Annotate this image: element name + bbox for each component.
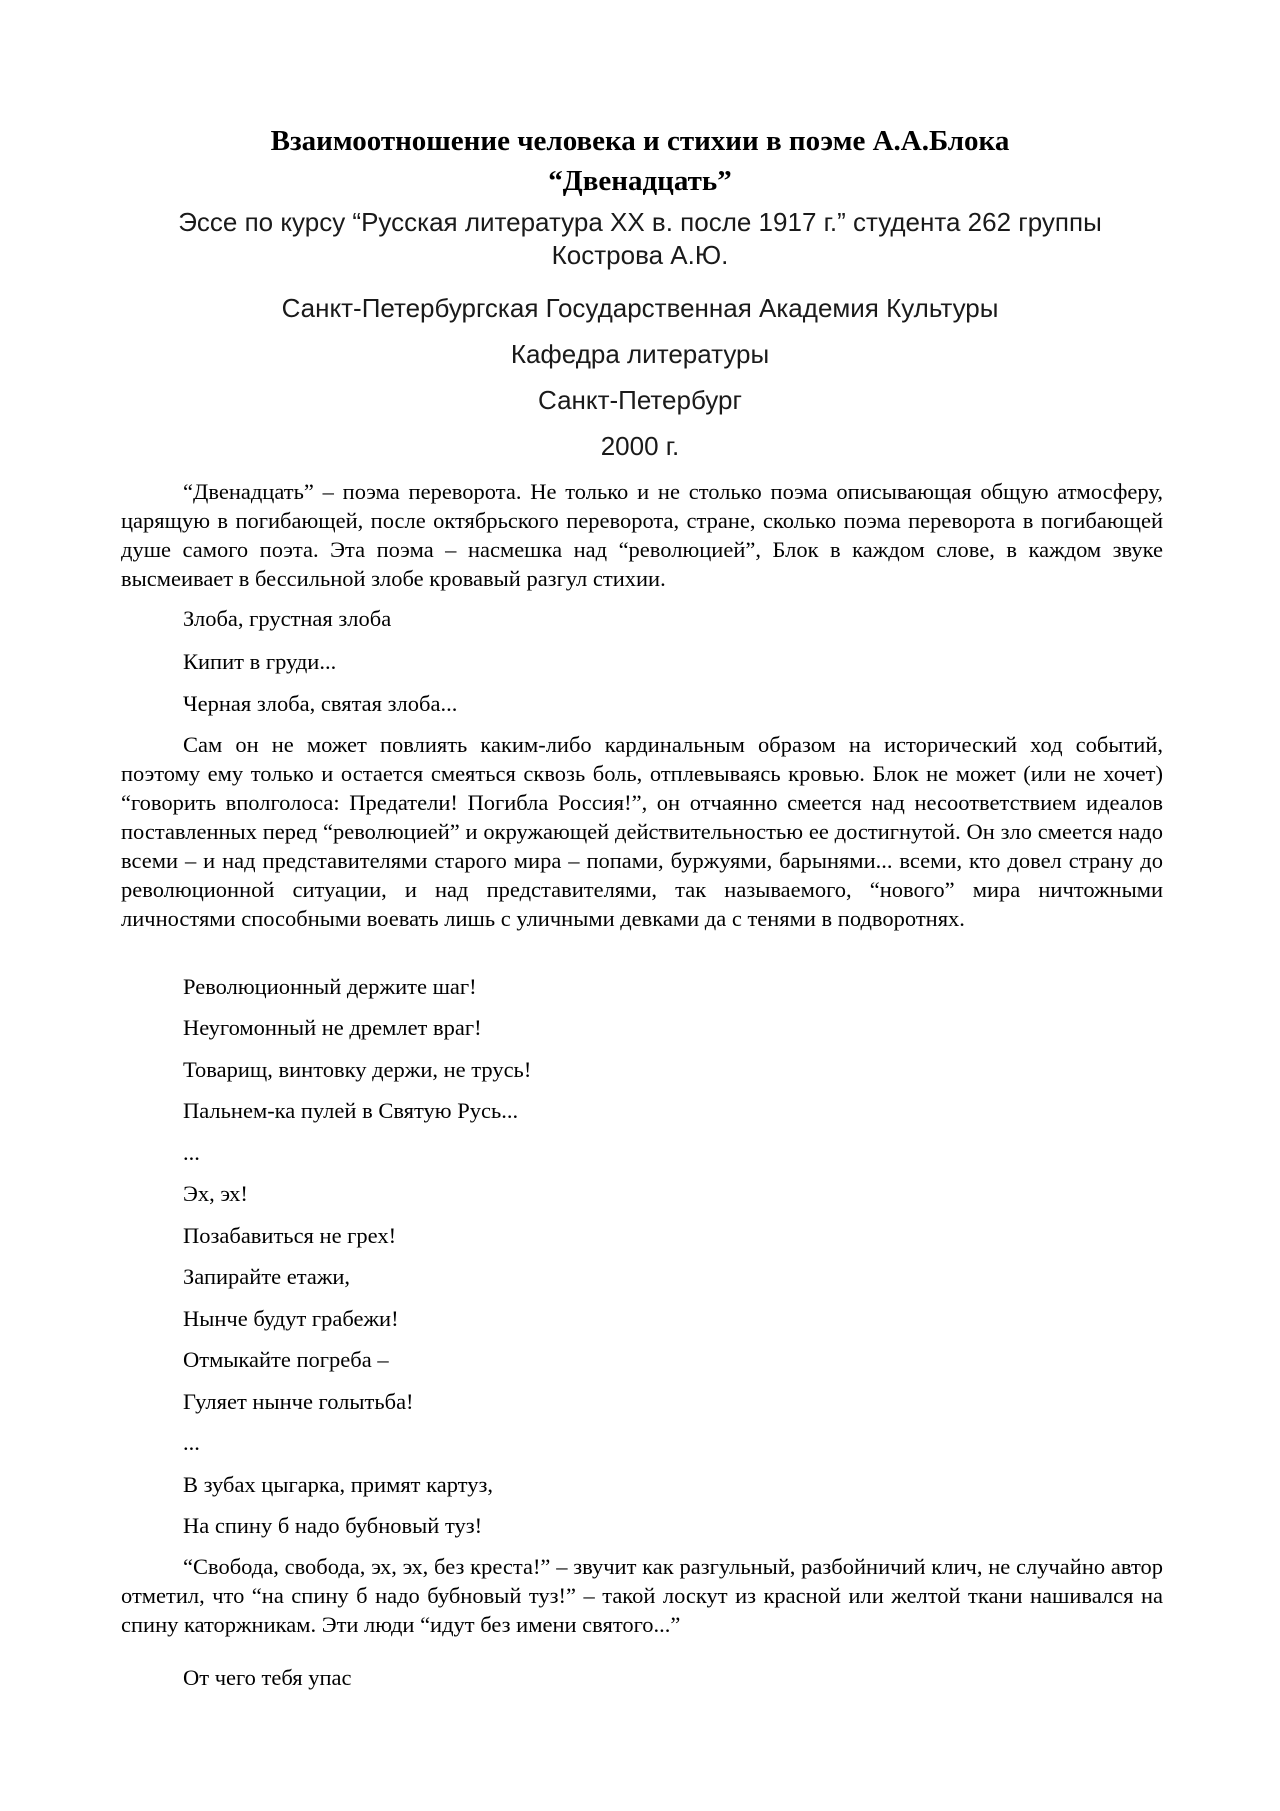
body-paragraph-1: “Двенадцать” – поэма переворота. Не только и не столько поэма описывающая общую атмосферу, царящую в погибающей, после октябрьского переворота, стране, сколько поэма переворота в погибающей душе самого поэта. Эта поэма – насмешка над “революцией”, Блок в каждом слове, в каждом звуке высмеивает в бессильной злобе кровавый разгул стихии. — [121, 479, 1163, 591]
title-line-2: “Двенадцать” — [548, 165, 732, 197]
verse-line: Эх, эх! — [183, 1181, 248, 1206]
verse-line: В зубах цыгарка, примят картуз, — [183, 1472, 493, 1497]
body-paragraph-3: “Свобода, свобода, эх, эх, без креста!” – звучит как разгульный, разбойничий клич, не случайно автор отметил, что “на спину б надо бубновый туз!” – такой лоскут из красной или желтой ткани нашивался на спину каторжникам. Эти люди “идут без имени святого...” — [121, 1554, 1163, 1637]
verse-line: Неугомонный не дремлет враг! — [183, 1015, 482, 1040]
subtitle-line-1: Эссе по курсу “Русская литература XX в. после 1917 г.” студента 262 группы — [178, 207, 1102, 237]
verse-line: Позабавиться не грех! — [183, 1223, 397, 1248]
verse-line: Нынче будут грабежи! — [183, 1306, 399, 1331]
title-line-1: Взаимоотношение человека и стихии в поэме А.А.Блока — [270, 125, 1010, 157]
essay-subtitle — [120, 206, 1160, 272]
verse-line: Гуляет нынче голытьба! — [183, 1389, 414, 1414]
verse-line: Злоба, грустная злоба — [183, 606, 392, 631]
city-name: Санкт-Петербург — [538, 385, 742, 415]
verse-line: Отмыкайте погреба – — [183, 1347, 389, 1372]
verse-line: Черная злоба, святая злоба... — [183, 691, 458, 716]
verse-line: Кипит в груди... — [183, 649, 337, 674]
verse-line: Товарищ, винтовку держи, не трусь! — [183, 1057, 532, 1082]
verse-line: На спину б надо бубновый туз! — [183, 1513, 483, 1538]
verse-line: Запирайте етажи, — [183, 1264, 351, 1289]
verse-line: ... — [183, 1430, 200, 1455]
document-title — [120, 121, 1160, 201]
verse-line: От чего тебя упас — [183, 1665, 352, 1690]
subtitle-line-2: Кострова А.Ю. — [551, 240, 729, 270]
verse-line: Революционный держите шаг! — [183, 974, 477, 999]
body-paragraph-2: Сам он не может повлиять каким-либо кардинальным образом на исторический ход событий, поэтому ему только и остается смеяться сквозь боль, отплевываясь кровью. Блок не может (или не хочет) “говорить вполголоса: Предатели! Погибла Россия!”, он отчаянно смеется над несоответствием идеалов поставленных перед “революцией” и окружающей действительностью ее достигнутой. Он зло смеется надо всеми – и над представителями старого мира – попами, буржуями, барынями... всеми, кто довел страну до революционной ситуации, и над представителями, так называемого, “нового” мира ничтожными личностями способными воевать лишь с уличными девками да с тенями в подворотнях. — [121, 732, 1163, 931]
institution-name: Санкт-Петербургская Государственная Академия Культуры — [281, 293, 999, 323]
year: 2000 г. — [600, 431, 680, 461]
department-name: Кафедра литературы — [510, 339, 770, 369]
verse-line: ... — [183, 1140, 200, 1165]
verse-line: Пальнем-ка пулей в Святую Русь... — [183, 1098, 519, 1123]
